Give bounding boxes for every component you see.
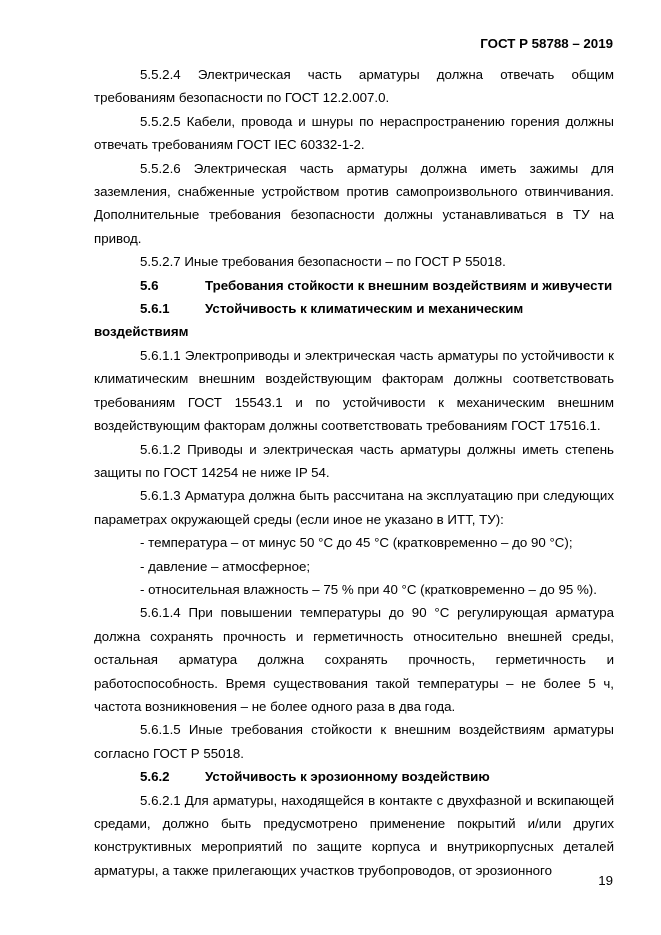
paragraph-5-5-2-6: 5.5.2.6 Электрическая часть арматуры должна иметь зажимы для заземления, снабженные устройством против самопроизвольного отвинчивания. Дополнительные требования безопасности должны устанавливаться в ТУ на привод. <box>94 160 614 246</box>
heading-text: Требования стойкости к внешним воздействиям и живучести <box>205 277 613 293</box>
heading-5-6-1 <box>94 297 614 344</box>
list-item-humidity: - относительная влажность – 75 % при 40 °C (кратковременно – до 95 %). <box>140 581 597 597</box>
paragraph-5-6-1-5: 5.6.1.5 Иные требования стойкости к внешним воздействиям арматуры согласно ГОСТ Р 55018. <box>94 722 614 761</box>
heading-5-6-2 <box>94 765 614 788</box>
heading-text: Устойчивость к эрозионному воздействию <box>205 769 490 785</box>
paragraph-5-5-2-4: 5.5.2.4 Электрическая часть арматуры должна отвечать общим требованиям безопасности по ГОСТ 12.2.007.0. <box>94 67 614 106</box>
paragraph-5-5-2-5: 5.5.2.5 Кабели, провода и шнуры по нераспространению горения должны отвечать требованиям ГОСТ IEC 60332-1-2. <box>94 113 614 153</box>
list-item-temperature: - температура – от минус 50 °C до 45 °C (кратковременно – до 90 °C); <box>140 535 573 551</box>
paragraph-5-6-1-1: 5.6.1.1 Электроприводы и электрическая часть арматуры по устойчивости к климатическим внешним воздействующим факторам должны соответствовать требованиям ГОСТ 15543.1 и по устойчивости к механическим внешним воздействующим факторам должны соответствовать требованиям ГОСТ 17516.1. <box>94 347 614 434</box>
paragraph-5-6-1-3: 5.6.1.3 Арматура должна быть рассчитана на эксплуатацию при следующих параметрах окружающей среды (если иное не указано в ИТТ, ТУ): <box>94 488 614 527</box>
document-body <box>94 63 614 882</box>
heading-number: 5.6.2 <box>140 769 170 785</box>
page-number: 19 <box>598 873 613 888</box>
heading-number: 5.6 <box>140 277 159 293</box>
heading-text: Устойчивость к климатическим и механическим воздействиям <box>94 301 524 340</box>
heading-5-6 <box>94 274 614 297</box>
paragraph-5-5-2-7: 5.5.2.7 Иные требования безопасности – по ГОСТ Р 55018. <box>140 254 506 270</box>
paragraph-5-6-1-4: 5.6.1.4 При повышении температуры до 90 °C регулирующая арматура должна сохранять прочность и герметичность относительно внешней среды, остальная арматура должна сохранять прочность, герметичность и работоспособность. Время существования такой температуры – не более 5 ч, частота возникновения – не более одного раза в два года. <box>94 605 614 714</box>
list-item-pressure: - давление – атмосферное; <box>140 558 311 574</box>
document-header: ГОСТ Р 58788 – 2019 <box>480 36 613 51</box>
paragraph-5-6-2-1: 5.6.2.1 Для арматуры, находящейся в контакте с двухфазной и вскипающей средами, должно быть предусмотрено применение покрытий и/или других конструктивных мероприятий по защите корпуса и внутрикорпусных деталей арматуры, а также прилегающих участков трубопроводов, от эрозионного <box>94 792 614 878</box>
heading-number: 5.6.1 <box>140 301 170 317</box>
paragraph-5-6-1-2: 5.6.1.2 Приводы и электрическая часть арматуры должны иметь степень защиты по ГОСТ 14254 не ниже IP 54. <box>94 441 614 480</box>
